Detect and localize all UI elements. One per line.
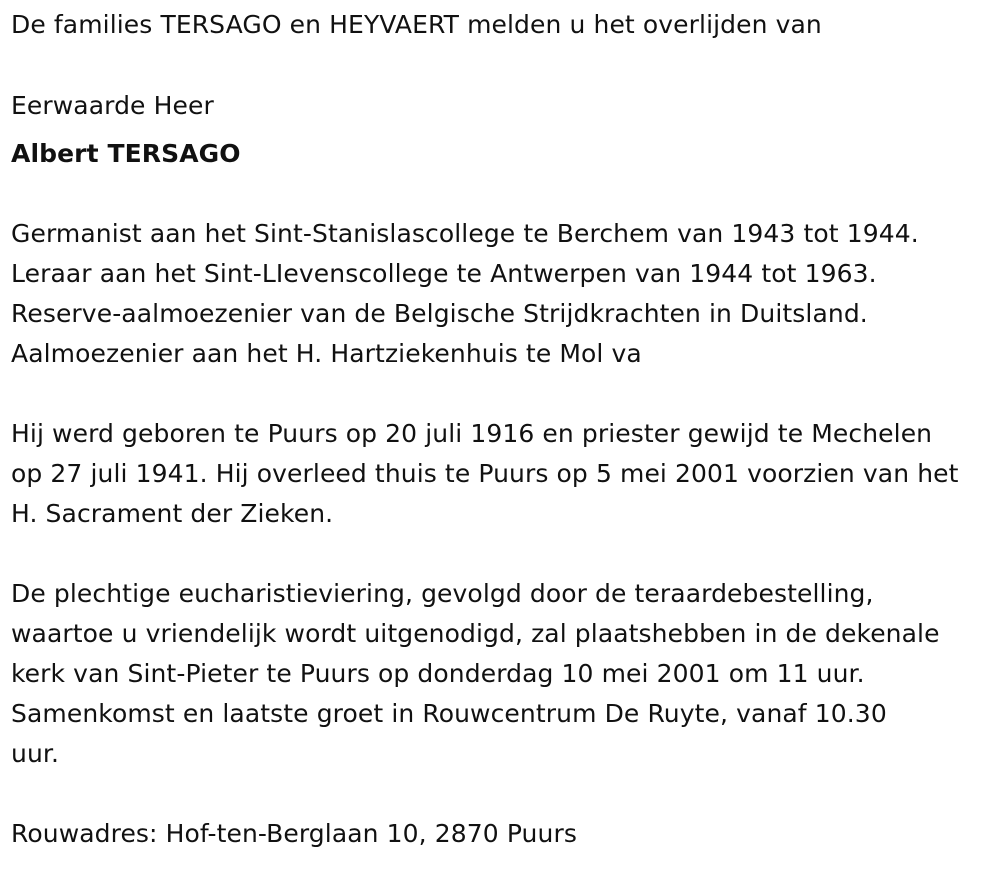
honorific-title: Eerwaarde Heer bbox=[11, 91, 214, 120]
deceased-name: Albert TERSAGO bbox=[11, 139, 241, 168]
career-line-2: Leraar aan het Sint-LIevenscollege te Antwerpen van 1944 tot 1963. bbox=[11, 259, 877, 288]
career-line-1: Germanist aan het Sint-Stanislascollege te Berchem van 1943 tot 1944. bbox=[11, 219, 919, 248]
ceremony-line-3: kerk van Sint-Pieter te Puurs op donderdag 10 mei 2001 om 11 uur. bbox=[11, 659, 865, 688]
biography-line-2: op 27 juli 1941. Hij overleed thuis te Puurs op 5 mei 2001 voorzien van het bbox=[11, 459, 959, 488]
biography-line-1: Hij werd geboren te Puurs op 20 juli 1916 en priester gewijd te Mechelen bbox=[11, 419, 933, 448]
ceremony-line-5: uur. bbox=[11, 739, 60, 768]
mourning-address: Rouwadres: Hof-ten-Berglaan 10, 2870 Puurs bbox=[11, 819, 577, 848]
ceremony-line-1: De plechtige eucharistieviering, gevolgd door de teraardebestelling, bbox=[11, 579, 874, 608]
biography-line-3: H. Sacrament der Zieken. bbox=[11, 499, 334, 528]
ceremony-line-4: Samenkomst en laatste groet in Rouwcentrum De Ruyte, vanaf 10.30 bbox=[11, 699, 887, 728]
ceremony-line-2: waartoe u vriendelijk wordt uitgenodigd, zal plaatshebben in de dekenale bbox=[11, 619, 940, 648]
career-line-3: Reserve-aalmoezenier van de Belgische Strijdkrachten in Duitsland. bbox=[11, 299, 868, 328]
career-line-4: Aalmoezenier aan het H. Hartziekenhuis te Mol va bbox=[11, 339, 642, 368]
intro-line: De families TERSAGO en HEYVAERT melden u het overlijden van bbox=[11, 10, 822, 39]
